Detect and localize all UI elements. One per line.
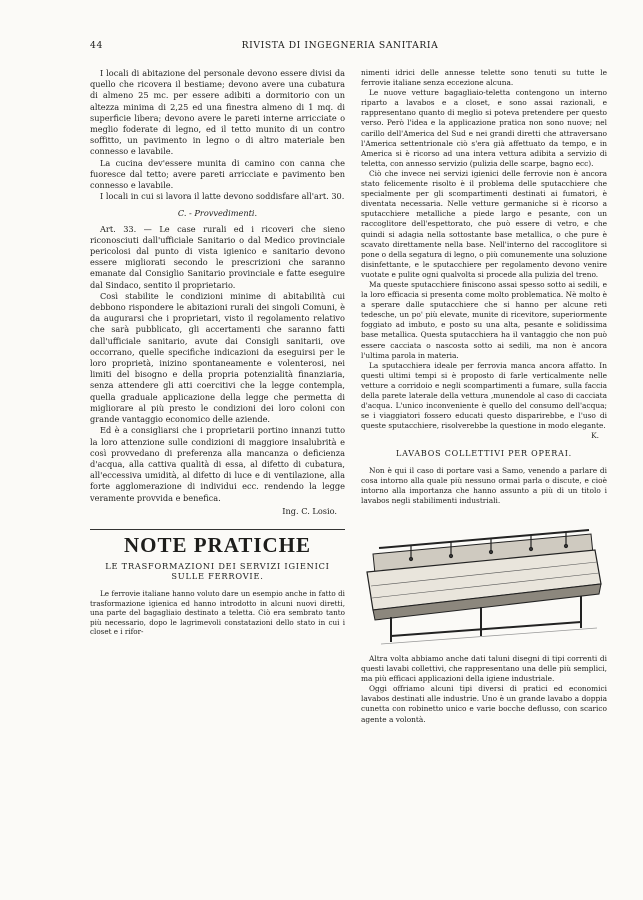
paragraph: Ed è a consigliarsi che i proprietarii portino innanzi tutto la loro attenzione sulle condizioni di maggiore insalubrità e così provvedano di preferenza alla mancanza o deficienza d'acqua, alla cattiva qualità di essa, al difetto di cubatura, all'eccessiva umidità, al difetto di luce e di ventilazione, alla forte agglomerazione di individui ecc. rendendo la legge veramente provvida e benefica.: [90, 425, 345, 503]
author-signature: Ing. C. Losio.: [282, 505, 337, 516]
paragraph: nimenti idrici delle annesse telette sono tenuti su tutte le ferrovie italiane senza eccezione alcuna.: [361, 68, 607, 88]
paragraph: Art. 33. — Le case rurali ed i ricoveri che sieno riconosciuti dall'ufficiale Sanitario o dal Medico provinciale pericolosi dal punto di vista igienico e sanitario devono essere migliorati secondo le prescrizioni che saranno emanate dal Consiglio Sanitario provinciale e fatte eseguire dal Sindaco, sentito il proprietario.: [90, 223, 345, 290]
paragraph: I locali di abitazione del personale devono essere divisi da quello che ricovera il bestiame; devono avere una cubatura di almeno 25 mc. per essere adibiti a dormitorio con un altezza minima di 2,25 ed una finestra almeno di 1 mq. di superficie libera; devono avere le pareti interne arricciate o meglio foderate di legno, ed il tetto munito di un contro soffitto, un pavimento in legno o di altro materiale ben connesso e lavabile.: [90, 68, 345, 157]
notes-title: NOTE PRATICHE: [123, 532, 312, 557]
paragraph: Ma queste sputacchiere finiscono assai spesso sotto ai sedili, e la loro efficacia si presenta come molto problematica. Nè molto è a sperare dalle sputacchiere che si hanno per alcune reti tedesche, un po' più elevate, munite di ricevitore, superiormente foggiato ad imbuto, e posto su una alta, pesante e solidissima base metallica. Questa sputacchiera ha il vantaggio che non può essere cacciata o nascosta sotto ai sedili, ma non è ancora l'ultima parola in materia.: [361, 279, 607, 360]
paragraph: La cucina dev'essere munita di camino con canna che fuoresce dal tetto; avere pareti arricciate e pavimento ben connesso e lavabile.: [90, 157, 345, 191]
paragraph: I locali in cui si lavora il latte devono soddisfare all'art. 30.: [100, 191, 345, 202]
page-number: 44: [90, 40, 103, 51]
running-header: [90, 40, 590, 56]
paragraph: La sputacchiera ideale per ferrovia manca ancora affatto. In questi ultimi tempi si è proposto di farle verticalmente nelle vetture a corridoio e negli scompartimenti a fumare, sulla faccia della parete laterale della vettura ,munendole al caso di cacciata d'acqua. L'unico inconveniente è quello del consumo dell'acqua; se i viaggiatori fossero educati questo disparirebbe, e l'uso di queste sputacchiere, risolverebbe la questione in modo elegante.: [361, 360, 607, 431]
paragraph: Ciò che invece nei servizi igienici delle ferrovie non è ancora stato felicemente risolto è il problema delle sputacchiere che specialmente per gli scompartimenti destinati ai fumatori, è diventata necessaria. Nelle vetture germaniche si è ricorso a sputacchiere metalliche a piede largo e pesante, con un raccoglitore dell'espettorato, che può essere di vetro, e che quindi si adagia nella sottostante base metallica, o che pure è scavato direttamente nella base. Nell'interno del raccoglitore si pone o della segatura di legno, o più comunemente una soluzione disinfettante, e le sputacchiere per regolamento devono venire vuotate e pulite ogni qualvolta si procede alla pulizia del treno.: [361, 168, 608, 279]
paragraph: Così stabilite le condizioni minime di abitabilità cui debbono rispondere le abitazioni rurali dei singoli Comuni, è da augurarsi che i proprietari, visto il regolamento relativo che sarà pubblicato, gli accertamenti che saranno fatti dall'ufficiale sanitario, avute dai Consigli sanitarii, ove occorrano, quelle specifiche indicazioni da eseguirsi per le loro proprietà, inizino spontaneamente e volenterosi, nei limiti del bisogno e della propria potenzialità finanziaria, senza attendere gli atti coercitivi che la legge contempla, quella graduale applicazione della legge che permetta di migliorare al più presto le condizioni dei loro coloni con grande vantaggio economico delle aziende.: [90, 290, 345, 425]
paragraph: Oggi offriamo alcuni tipi diversi di pratici ed economici lavabos destinati alle industrie. Uno è un grande lavabo a doppia cunetta con robinetto unico e varie bocche deflusso, con scarico agente a volontà.: [361, 684, 607, 724]
paragraph: Altra volta abbiamo anche dati taluni disegni di tipi correnti di questi lavabi collettivi, che rappresentano una delle più semplici, ma più efficaci applicazioni della igiene industriale.: [361, 653, 607, 684]
lavabos-title: LAVABOS COLLETTIVI PER OPERAI.: [396, 449, 572, 459]
journal-title: RIVISTA DI INGEGNERIA SANITARIA: [241, 40, 439, 51]
paragraph-signature: K.: [591, 431, 599, 441]
paragraph: Non è qui il caso di portare vasi a Samo, venendo a parlare di cosa intorno alla quale più nessuno ormai parla o discute, e cioè intorno alla importanza che hanno assunto a più di un titolo i lavabos negli stabilimenti industriali.: [361, 465, 607, 505]
paragraph: Le ferrovie italiane hanno voluto dare un esempio anche in fatto di trasformazione igienica ed hanno introdotto in alcuni nuovi diretti, una parte del bagagliaio destinato a teletta. Ciò era sembrato tanto più necessario, dopo le lagrimevoli constatazioni dello stato in cui i closet e i rifor-: [90, 589, 345, 637]
sub-heading: C. - Provvedimenti.: [177, 208, 258, 219]
left-column: [90, 68, 345, 637]
paragraph: Le nuove vetture bagagliaio-teletta contengono un interno riparto a lavabos e a closet, e sono assai razionali, e rappresentano quanto di meglio si poteva pretendere per questo verso. Però l'idea e la applicazione pratica non sono nuove; nel carillo dell'America del Sud e nei grandi diretti che attraversano l'America settentrionale ciò s'era già affettuato da tempo, e in America si è ricorso ad una intera vettura adibita a servizio di teletta, con annesso servizio (pulizia delle scarpe, bagno ecc).: [361, 88, 607, 168]
section-title: LE TRASFORMAZIONI DEI SERVIZI IGIENICI SULLE FERROVIE.: [105, 561, 330, 582]
lavabo-illustration: [361, 514, 607, 646]
section-divider: [90, 529, 345, 530]
right-column: [361, 68, 607, 725]
